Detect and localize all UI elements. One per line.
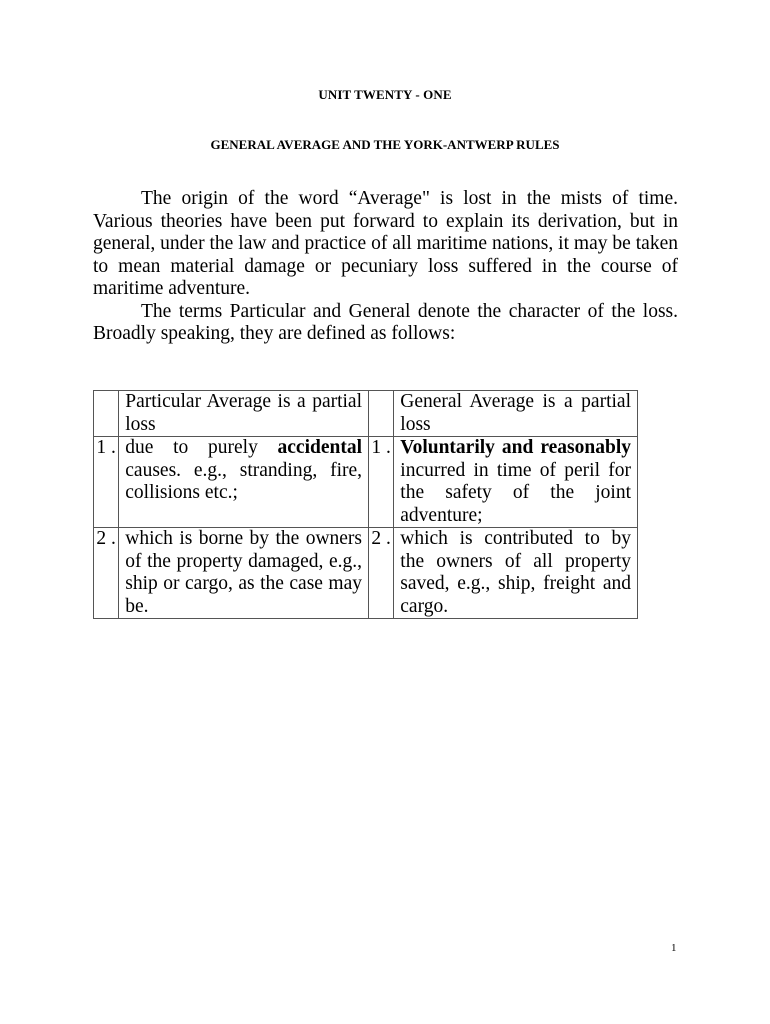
page-number: 1 bbox=[671, 942, 677, 954]
table-cell-empty bbox=[369, 391, 394, 437]
cell-text-bold: accidental bbox=[277, 437, 363, 458]
unit-heading: UNIT TWENTY - ONE bbox=[318, 87, 452, 102]
body-text bbox=[93, 188, 678, 346]
particular-average-cell bbox=[119, 437, 369, 528]
table-cell-empty bbox=[94, 391, 119, 437]
general-average-cell bbox=[394, 437, 638, 528]
cell-text: incurred in time of peril for the safety of the joint adventure; bbox=[400, 459, 631, 526]
general-average-header: General Average is a partial loss bbox=[394, 391, 638, 437]
particular-average-cell: which is borne by the owners of the property damaged, e.g., ship or cargo, as the case may be. bbox=[119, 528, 369, 619]
table-row bbox=[94, 437, 638, 528]
cell-text-bold: Voluntarily and reasonably bbox=[400, 437, 631, 458]
row-number: 1 . bbox=[369, 437, 394, 528]
row-number: 2 . bbox=[94, 528, 119, 619]
table-header-row bbox=[94, 391, 638, 437]
paragraph-2: The terms Particular and General denote the character of the loss. Broadly speaking, they are defined as follows: bbox=[93, 300, 678, 344]
particular-average-header: Particular Average is a partial loss bbox=[119, 391, 369, 437]
table-row bbox=[94, 528, 638, 619]
cell-text: causes. e.g., stranding, fire, collisions etc.; bbox=[125, 459, 363, 503]
row-number: 2 . bbox=[369, 528, 394, 619]
general-average-cell: which is contributed to by the owners of all property saved, e.g., ship, freight and cargo. bbox=[394, 528, 638, 619]
row-number: 1 . bbox=[94, 437, 119, 528]
paragraph-1: The origin of the word “Average" is lost in the mists of time. Various theories have been put forward to explain its derivation, but in general, under the law and practice of all maritime nations, it may be taken to mean material damage or pecuniary loss suffered in the course of maritime adventure. bbox=[93, 188, 678, 299]
average-comparison-table bbox=[93, 390, 638, 619]
cell-text: due to purely bbox=[125, 437, 278, 458]
document-title: GENERAL AVERAGE AND THE YORK-ANTWERP RULES bbox=[210, 137, 560, 152]
